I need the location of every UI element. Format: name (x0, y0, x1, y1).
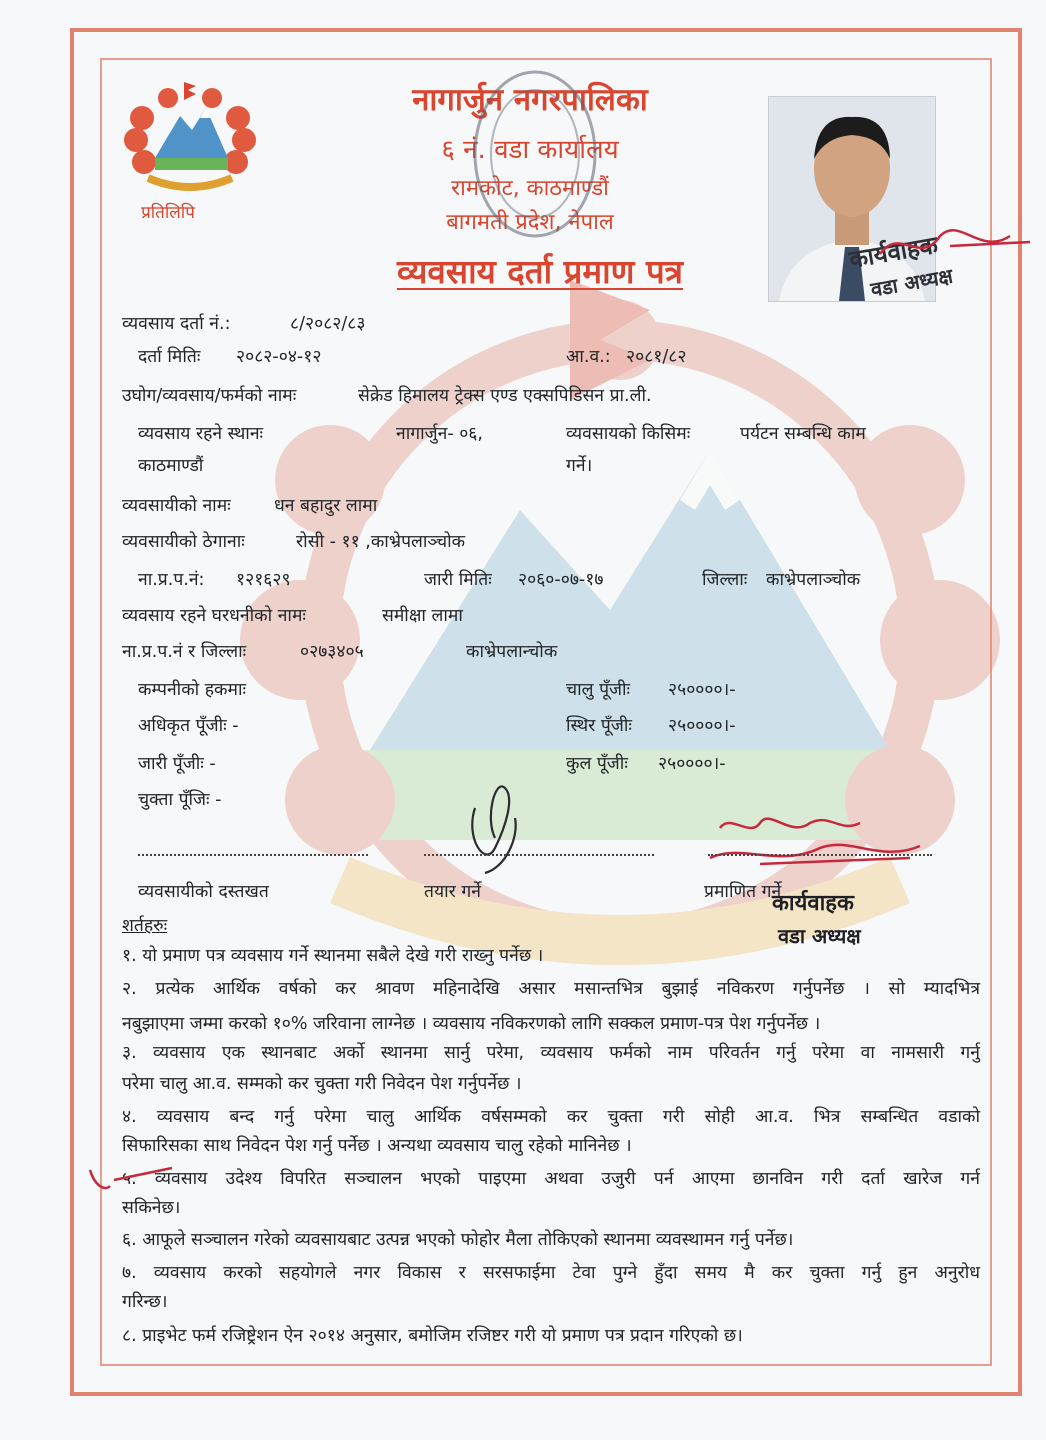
district: काभ्रेपलाञ्चोक (766, 570, 861, 590)
term-2-line2: नबुझाएमा जम्मा करको १०% जरिवाना लाग्नेछ । व्यवसाय नविकरणको लागि सक्कल प्रमाण-पत्र पेश गर्नुपर्नेछ । (122, 1014, 821, 1034)
term-2-line1: २. प्रत्येक आर्थिक वर्षको कर श्रावण महिनादेखि असार मसान्तभित्र बुझाई नविकरण गर्नुपर्नेछ । सो म्यादभित्र (122, 979, 980, 999)
certifier-signature-line (708, 854, 932, 856)
citizenship-number: १२१६२९ (236, 570, 291, 590)
owner-signature-label: व्यवसायीको दस्तखत (138, 882, 269, 902)
landlord-citizenship: ०२७३४०५ (300, 642, 364, 662)
issued-capital: जारी पूँजीः - (138, 754, 216, 774)
current-capital-label: चालु पूँजीः (566, 680, 631, 700)
owner-name: धन बहादुर लामा (274, 496, 378, 516)
issue-date: २०६०-०७-१७ (518, 570, 604, 590)
district-label: जिल्लाः (702, 570, 748, 590)
nepal-emblem-icon (120, 78, 260, 198)
term-8: ८. प्राइभेट फर्म रजिष्ट्रेशन ऐन २०१४ अनुसार, बमोजिम रजिष्टर गरी यो प्रमाण पत्र प्रदान गरिएको छ। (122, 1326, 743, 1346)
stamp-role-ward-chair: वडा अध्यक्ष (778, 924, 861, 948)
term-3-line1: ३. व्यवसाय एक स्थानबाट अर्को स्थानमा सार्नु परेमा, व्यवसाय फर्मको नाम परिवर्तन गर्नु परेमा वा नामसारी गर्नु (122, 1043, 980, 1063)
certificate-title: व्यवसाय दर्ता प्रमाण पत्र (397, 252, 683, 291)
business-location-label: व्यवसाय रहने स्थानः (138, 424, 264, 444)
office-address-line2: बागमती प्रदेश, नेपाल (446, 210, 614, 235)
preparer-signature-line (424, 854, 654, 856)
business-name: सेक्रेड हिमालय ट्रेक्स एण्ड एक्सपिडिसन प्रा.ली. (358, 386, 652, 406)
certifier-signature (700, 808, 930, 888)
business-location-part2: काठमाण्डौं (138, 456, 204, 476)
term-6: ६. आफूले सञ्चालन गरेको व्यवसायबाट उत्पन्न भएको फोहोर मैला तोकिएको स्थानमा व्यवस्थामन गर्नु पर्नेछ। (122, 1230, 794, 1250)
citizenship-number-label: ना.प्र.प.नं: (138, 570, 205, 590)
company-section-label: कम्पनीको हकमाः (138, 680, 247, 700)
fixed-capital-label: स्थिर पूँजीः (566, 716, 632, 736)
preparer-label: तयार गर्ने (424, 882, 481, 902)
landlord-district: काभ्रेपलान्चोक (466, 642, 558, 662)
office-seal-stamp (470, 64, 600, 244)
office-address-line1: रामकोट, काठमाण्डौं (451, 176, 609, 201)
landlord-name-label: व्यवसाय रहने घरधनीको नामः (122, 606, 306, 626)
paid-capital: चुक्ता पूँजिः - (138, 790, 222, 810)
fiscal-year: २०८१/८२ (626, 347, 687, 367)
total-capital-label: कुल पूँजीः (566, 754, 628, 774)
registration-number-label: व्यवसाय दर्ता नं.: (122, 314, 231, 334)
issue-date-label: जारी मितिः (424, 570, 492, 590)
term-5-line2: सकिनेछ। (122, 1198, 181, 1218)
fixed-capital: २५००००।- (668, 716, 736, 736)
photo-stamp-role-1: कार्यवाहक (847, 230, 940, 274)
owner-name-label: व्यवसायीको नामः (122, 496, 231, 516)
registration-number: ८/२०८२/८३ (290, 314, 366, 334)
copy-label: प्रतिलिपि (141, 203, 195, 223)
authorized-capital: अधिकृत पूँजीः - (138, 716, 239, 736)
fiscal-year-label: आ.व.: (566, 347, 611, 367)
business-type-part1: पर्यटन सम्बन्धि काम (740, 424, 866, 444)
municipality-name: नागार्जुन नगरपालिका (412, 82, 648, 118)
photo-stamp-role-2: वडा अध्यक्ष (868, 263, 955, 302)
photo-signature-stamp (830, 206, 1040, 302)
total-capital: २५००००।- (658, 754, 726, 774)
business-type-label: व्यवसायको किसिमः (566, 424, 691, 444)
business-location-part1: नागार्जुन- ०६, (396, 424, 483, 444)
preparer-signature (455, 778, 535, 878)
term-4-line1: ४. व्यवसाय बन्द गर्नु परेमा चालु आर्थिक वर्षसम्मको कर चुक्ता गरी सोही आ.व. भित्र सम्बन्धित वडाको (122, 1107, 980, 1127)
term-7-line1: ७. व्यवसाय करको सहयोगले नगर विकास र सरसफाईमा टेवा पुग्ने हुँदा समय मै कर चुक्ता गर्नु हुन अनुरोध (122, 1263, 980, 1283)
stamp-role-acting: कार्यवाहक (772, 891, 854, 916)
owner-address: रोसी - ११ ,काभ्रेपलाञ्चोक (296, 532, 466, 552)
term-5-line1: ५. व्यवसाय उदेश्य विपरित सञ्चालन भएको पाइएमा अथवा उजुरी पर्न आएमा छानविन गरी दर्ता खारेज गर्न (122, 1169, 980, 1189)
term-3-line2: परेमा चालु आ.व. सम्मको कर चुक्ता गरी निवेदन पेश गर्नुपर्नेछ । (122, 1074, 522, 1094)
red-tick-mark (84, 1158, 174, 1194)
landlord-name: समीक्षा लामा (382, 606, 463, 626)
term-7-line2: गरिन्छ। (122, 1292, 168, 1312)
current-capital: २५००००।- (668, 680, 736, 700)
business-type-part2: गर्ने। (566, 456, 593, 476)
business-name-label: उघोग/व्यवसाय/फर्मको नामः (122, 386, 297, 406)
owner-signature-line (138, 854, 368, 856)
registration-date-label: दर्ता मितिः (138, 347, 201, 367)
term-4-line2: सिफारिसका साथ निवेदन पेश गर्नु पर्नेछ । अन्यथा व्यवसाय चालु रहेको मानिनेछ । (122, 1136, 632, 1156)
term-1: १. यो प्रमाण पत्र व्यवसाय गर्ने स्थानमा सबैले देखे गरी राख्नु पर्नेछ । (122, 946, 544, 966)
ward-office: ६ नं. वडा कार्यालय (441, 135, 619, 165)
terms-heading: शर्तहरुः (122, 916, 168, 936)
certifier-label: प्रमाणित गर्ने (704, 882, 782, 902)
owner-address-label: व्यवसायीको ठेगानाः (122, 532, 245, 552)
registration-date: २०८२-०४-१२ (236, 347, 322, 367)
landlord-citizenship-label: ना.प्र.प.नं र जिल्लाः (122, 642, 247, 662)
